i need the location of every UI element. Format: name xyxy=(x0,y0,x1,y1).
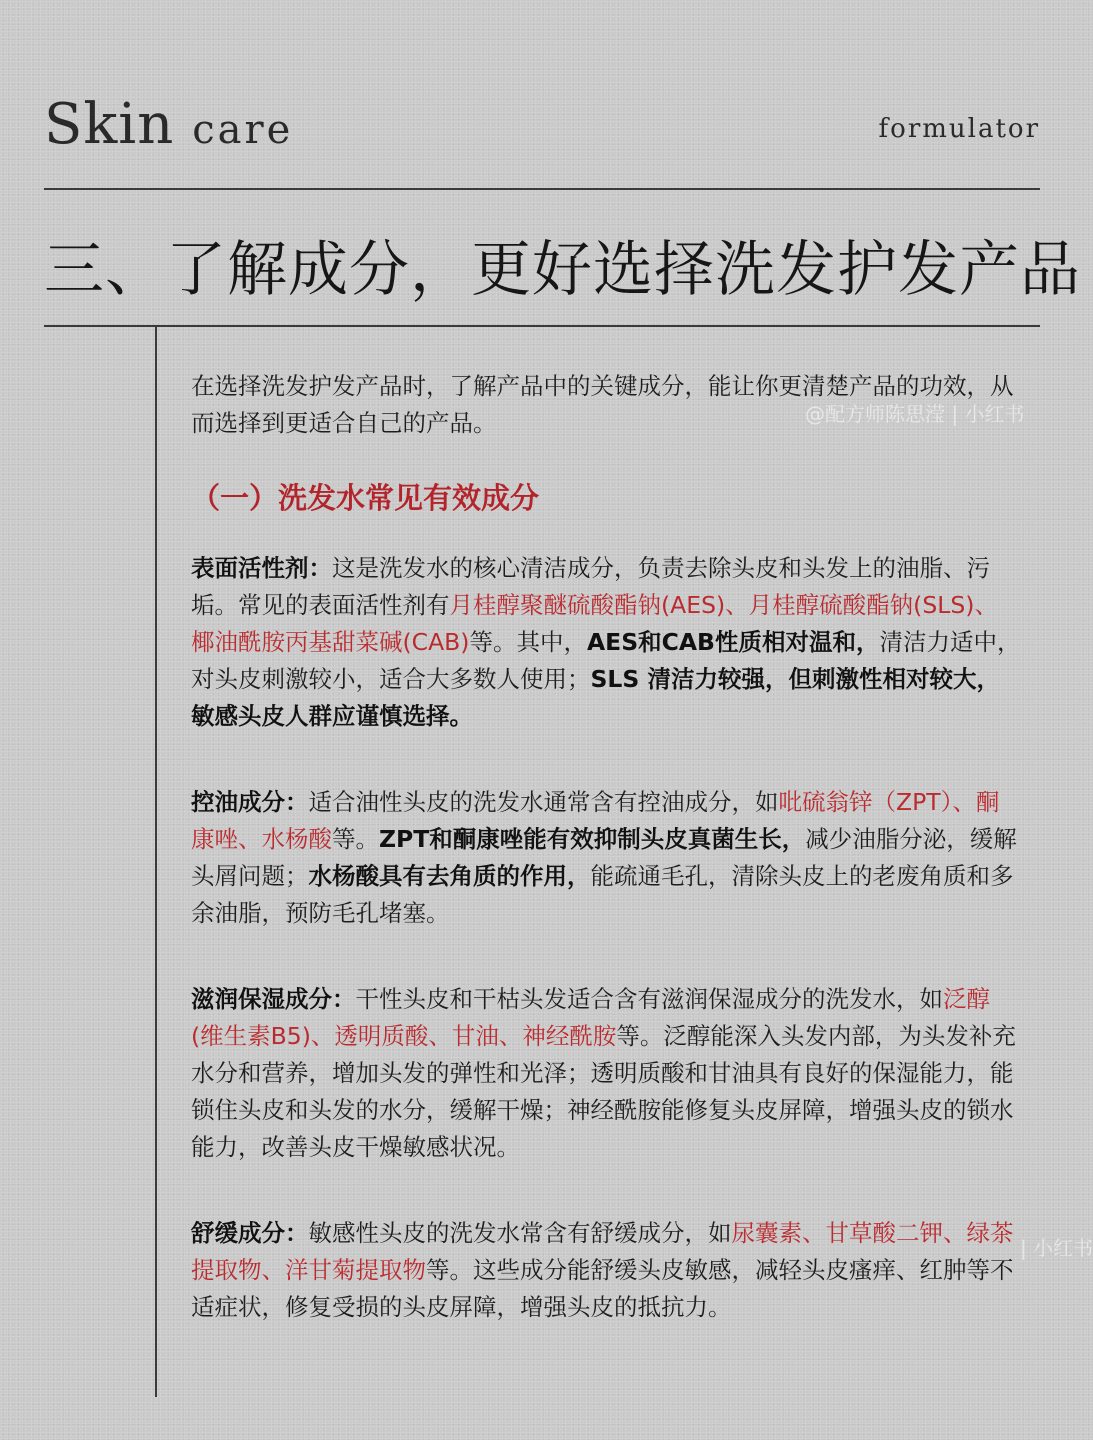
bold-text: ZPT和酮康唑能有效抑制头皮真菌生长， xyxy=(379,825,806,853)
ingredient-highlight: 吡硫翁锌（ZPT）、酮康唑、水杨酸 xyxy=(191,788,1000,853)
ingredient-highlight: 尿囊素、甘草酸二钾、绿茶提取物、洋甘菊提取物 xyxy=(191,1219,1014,1284)
ingredient-highlight: 月桂醇聚醚硫酸酯钠(AES)、月桂醇硫酸酯钠(SLS)、椰油酰胺丙基甜菜碱(CAB) xyxy=(191,591,998,656)
ingredient-paragraph-moisturizing xyxy=(191,981,1021,1166)
bold-text: 舒缓成分： xyxy=(191,1219,309,1247)
top-divider xyxy=(44,188,1040,190)
bold-text: AES和CAB性质相对温和， xyxy=(586,628,880,656)
page-title: 三、了解成分，更好选择洗发护发产品 xyxy=(44,235,1081,305)
body-text: 清洁力适中，对头皮刺激较小，适合大多数人使用； xyxy=(191,628,1021,693)
body-text: 等。这些成分能舒缓头皮敏感，减轻头皮瘙痒、红肿等不适症状，修复受损的头皮屏障，增强头皮的抵抗力。 xyxy=(191,1256,1014,1321)
article-body xyxy=(191,368,1021,1375)
bold-text: 滋润保湿成分： xyxy=(191,985,356,1013)
watermark: @配方师陈思滢 | 小红书 xyxy=(805,402,1025,426)
ingredient-paragraphs xyxy=(191,550,1021,1326)
brand-logo xyxy=(44,92,293,157)
bold-text: 表面活性剂： xyxy=(191,554,332,582)
ingredient-paragraph-soothing xyxy=(191,1215,1021,1326)
section-title: （一）洗发水常见有效成分 xyxy=(191,481,540,515)
ingredient-highlight: 泛醇(维生素B5)、透明质酸、甘油、神经酰胺 xyxy=(191,985,990,1050)
body-text: 适合油性头皮的洗发水通常含有控油成分，如 xyxy=(308,788,779,816)
brand-formulator-text: formulator xyxy=(878,114,1040,144)
ingredient-paragraph-oil-control xyxy=(191,784,1021,932)
body-text: 干性头皮和干枯头发适合含有滋润保湿成分的洗发水，如 xyxy=(355,985,943,1013)
title-divider xyxy=(44,325,1040,327)
bold-text: SLS 清洁力较强，但刺激性相对较大，敏感头皮人群应谨慎选择。 xyxy=(191,665,1001,730)
body-text: 敏感性头皮的洗发水常含有舒缓成分，如 xyxy=(308,1219,732,1247)
body-text: 等。 xyxy=(332,825,379,853)
ingredient-paragraph-surfactant xyxy=(191,550,1021,735)
bold-text: 控油成分： xyxy=(191,788,309,816)
body-text: 能疏通毛孔，清除头皮上的老废角质和多余油脂，预防毛孔堵塞。 xyxy=(191,862,1014,927)
bold-text: 水杨酸具有去角质的作用， xyxy=(308,862,591,890)
watermark: | 小红书 xyxy=(1020,1236,1093,1260)
brand-care-text: care xyxy=(192,107,294,153)
body-text: 减少油脂分泌，缓解头屑问题； xyxy=(191,825,1017,890)
body-text: 等。泛醇能深入头发内部，为头发补充水分和营养，增加头发的弹性和光泽；透明质酸和甘油具有良好的保湿能力，能锁住头皮和头发的水分，缓解干燥；神经酰胺能修复头皮屏障，增强头皮的锁水能力，改善头皮干燥敏感状况。 xyxy=(191,1022,1016,1161)
body-text: 这是洗发水的核心清洁成分，负责去除头皮和头发上的油脂、污垢。常见的表面活性剂有 xyxy=(191,554,990,619)
body-text: 等。其中， xyxy=(469,628,587,656)
vertical-divider xyxy=(155,325,157,1397)
intro-paragraph: 在选择洗发护发产品时，了解产品中的关键成分，能让你更清楚产品的功效，从而选择到更适合自己的产品。 xyxy=(191,372,1014,437)
brand-skin-text: Skin xyxy=(44,92,175,157)
